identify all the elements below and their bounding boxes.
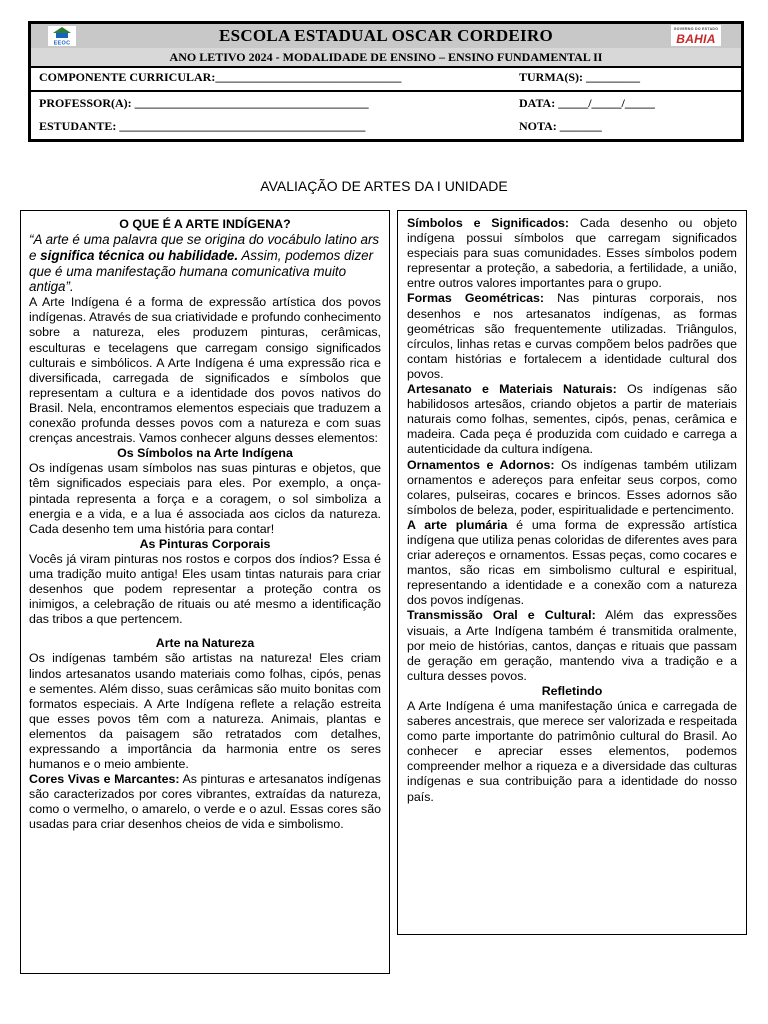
main-heading: O QUE É A ARTE INDÍGENA? bbox=[119, 217, 291, 231]
school-name-row bbox=[31, 24, 741, 50]
nature-paragraph: Os indígenas também são artistas na natureza! Eles criam lindos artesanatos usando materiais como folhas, cipós, penas e sementes. Além disso, suas cerâmicas são muito bonitas com formatos especiais. A Arte Indígena reflete a relação estreita que esses povos têm com a natureza. Animais, plantas e elementos da paisagem são retratados com detalhes, expressando a importância da harmonia entre os seres humanos e o meio ambiente. bbox=[29, 651, 381, 772]
school-name: ESCOLA ESTADUAL OSCAR CORDEIRO bbox=[218, 26, 554, 45]
paintings-heading: As Pinturas Corporais bbox=[139, 536, 271, 551]
component-row bbox=[31, 66, 741, 92]
oral-transmission-paragraph: Transmissão Oral e Cultural: Além das expressões visuais, a Arte Indígena também é transmitida oralmente, por meio de histórias, cantos, danças e rituais que passam de geração em geração, mantendo viva a tradição e a cultura desses povos. bbox=[407, 608, 737, 683]
exam-title: AVALIAÇÃO DE ARTES DA I UNIDADE bbox=[260, 178, 508, 194]
component-field[interactable]: COMPONENTE CURRICULAR:_______________________________ bbox=[39, 70, 402, 84]
teacher-field[interactable]: PROFESSOR(A): _______________________________________ bbox=[39, 96, 369, 110]
colors-paragraph: Cores Vivas e Marcantes: As pinturas e artesanatos indígenas são caracterizados por cores vibrantes, extraídas da natureza, como o vermelho, o amarelo, o verde e o azul. Essas cores são usadas para criar desenhos cheios de vida e simbolismo. bbox=[29, 772, 381, 832]
intro-paragraph: A Arte Indígena é a forma de expressão artística dos povos indígenas. Através de sua criatividade e profundo conhecimento sobre a natureza, eles produzem pinturas, cerâmicas, esculturas e tecelagens que carregam consigo significados culturais e simbólicos. A Arte Indígena é uma expressão rica e diversificada, carregada de significados e símbolos que representam a cultura e a identidade dos povos nativos do Brasil. Nela, encontramos elementos especiais que traduzem a conexão profunda desses povos com a natureza e com suas crenças ancestrais. Vamos conhecer alguns desses elementos: bbox=[29, 295, 381, 446]
geometric-shapes-paragraph: Formas Geométricas: Nas pinturas corporais, nos desenhos e nos artesanatos indígenas, as formas geométricas são frequentemente utilizadas. Triângulos, círculos, linhas retas e curvas compõem belos padrões que contam histórias e fortalecem a identidade cultural dos povos. bbox=[407, 291, 737, 381]
left-column bbox=[20, 210, 390, 974]
symbols-paragraph: Os indígenas usam símbolos nas suas pinturas e objetos, que têm significados especiais para eles. Por exemplo, a onça-pintada representa a força e a coragem, o sol simboliza a energia e a vida, e a lua é associada aos ciclos da natureza. Cada desenho tem uma história para contar! bbox=[29, 461, 381, 536]
student-info-row bbox=[31, 90, 741, 139]
school-logo bbox=[48, 26, 76, 46]
student-field[interactable]: ESTUDANTE: _________________________________________ bbox=[39, 119, 366, 133]
svg-text:EEOC: EEOC bbox=[53, 40, 71, 46]
date-field[interactable]: DATA: _____/_____/_____ bbox=[519, 96, 655, 110]
exam-header bbox=[28, 21, 744, 142]
crafts-paragraph: Artesanato e Materiais Naturais: Os indígenas são habilidosos artesãos, criando objetos a partir de materiais naturais como folhas, sementes, cipós, penas, cerâmica e madeira. Cada peça é produzida com cuidado e carrega a autenticidade da cultura indígena. bbox=[407, 382, 737, 457]
school-year-row bbox=[31, 48, 741, 68]
symbols-heading: Os Símbolos na Arte Indígena bbox=[117, 446, 293, 461]
paintings-paragraph: Vocês já viram pinturas nos rostos e corpos dos índios? Essa é uma tradição muito antiga! Eles usam tintas naturais para criar desenhos que podem representar a proteção contra os inimigos, a celebração de rituais ou até mesmo a identificação das tribos a que pertencem. bbox=[29, 551, 381, 627]
reflecting-paragraph: A Arte Indígena é uma manifestação única e carregada de saberes ancestrais, que merece ser valorizada e respeitada como parte importante do patrimônio cultural do Brasil. Ao conhecer e apreciar esses elementos, podemos compreender melhor a riqueza e a diversidade das culturas indígenas e sua contribuição para a identidade do nosso país. bbox=[407, 699, 737, 804]
featherwork-paragraph: A arte plumária é uma forma de expressão artística indígena que utiliza penas coloridas de diferentes aves para criar adereços e ornamentos. Essas peças, como cocares e mantos, são ricas em simbolismo cultural e espiritual, representando a identidade e a conexão com a natureza dos povos indígenas. bbox=[407, 517, 738, 608]
nature-heading: Arte na Natureza bbox=[155, 636, 255, 651]
school-year-text: ANO LETIVO 2024 - MODALIDADE DE ENSINO – ENSINO FUNDAMENTAL II bbox=[169, 50, 603, 64]
symbols-meaning-paragraph: Símbolos e Significados: Cada desenho ou objeto indígena possui símbolos que carregam significados especiais para suas comunidades. Esses símbolos podem representar a proteção, a sabedoria, a fertilidade, a união, entre outros valores importantes para o grupo. bbox=[407, 216, 737, 291]
definition-quote: “A arte é uma palavra que se origina do vocábulo latino ars e significa técnica ou habilidade. Assim, podemos dizer que é uma manifestação humana comunicativa muito antiga”. bbox=[29, 232, 380, 295]
svg-text:GOVERNO DO ESTADO: GOVERNO DO ESTADO bbox=[673, 27, 719, 31]
reflecting-heading: Refletindo bbox=[541, 683, 603, 698]
state-logo bbox=[671, 25, 721, 46]
right-column bbox=[397, 210, 747, 935]
class-field[interactable]: TURMA(S): _________ bbox=[519, 70, 640, 84]
grade-field[interactable]: NOTA: _______ bbox=[519, 119, 602, 133]
ornaments-paragraph: Ornamentos e Adornos: Os indígenas também utilizam ornamentos e adereços para enfeitar seus corpos, como colares, pulseiras, cocares e brincos. Esses adornos são símbolos de beleza, poder, espiritualidade e pertencimento. bbox=[407, 457, 737, 517]
svg-text:BAHIA: BAHIA bbox=[676, 32, 716, 46]
